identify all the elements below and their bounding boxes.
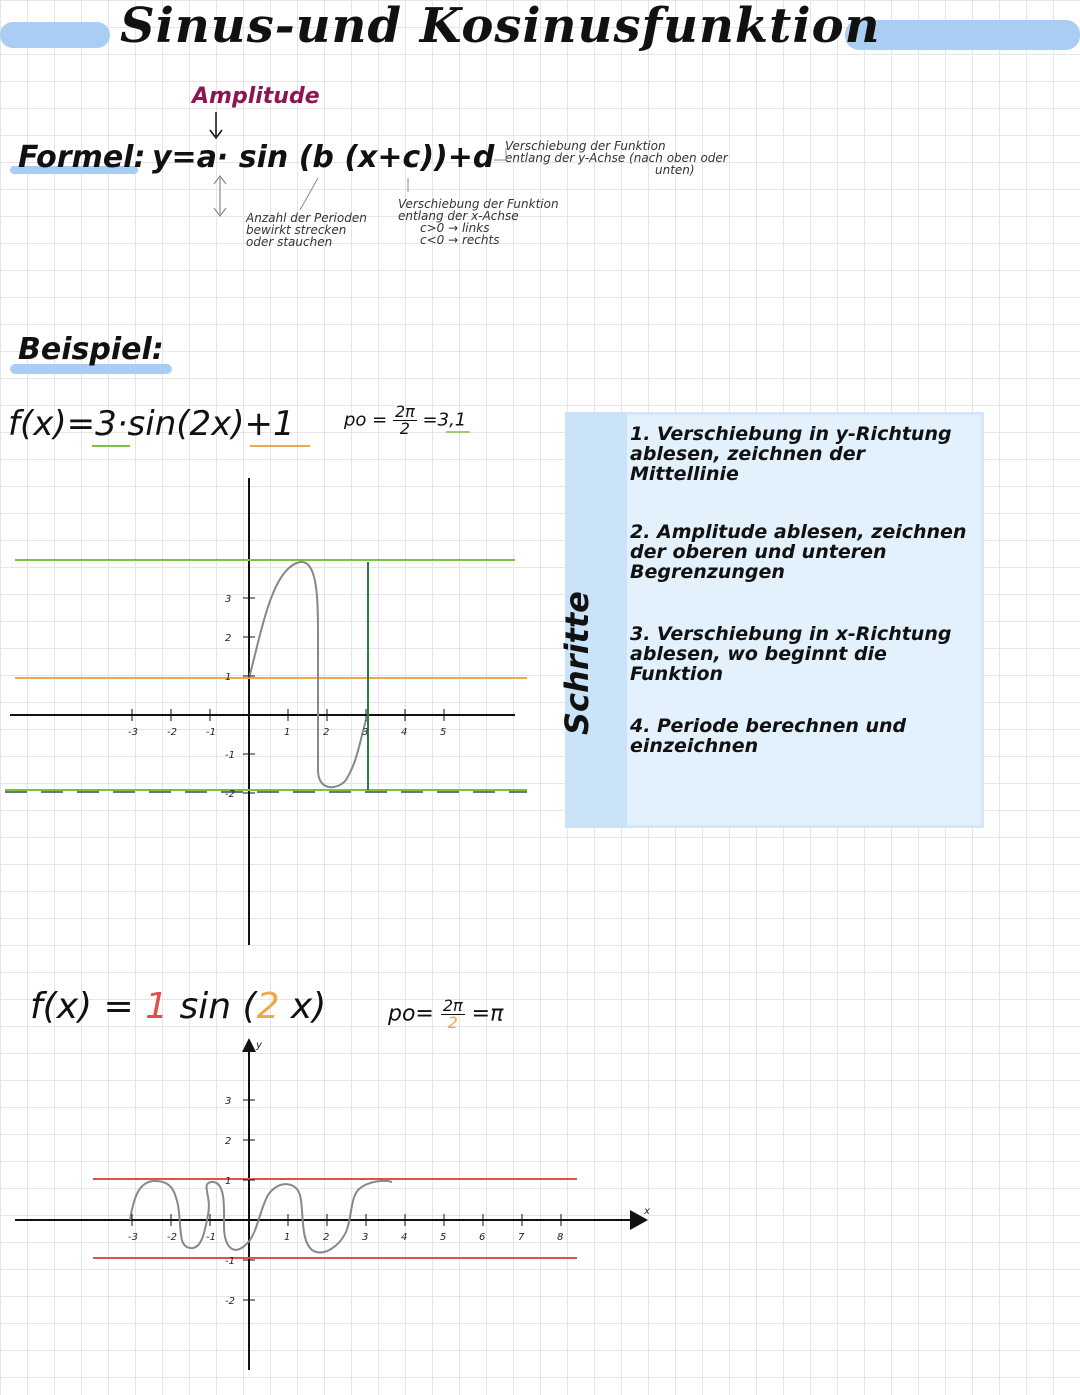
graph1-xtick-label: 5 <box>440 727 447 738</box>
example2-po-result: =π <box>471 1001 504 1027</box>
example1-equation: f(x)=3·sin(2x)+1 <box>8 404 295 444</box>
graph2 <box>15 1038 650 1370</box>
graph2-ytick-label: -2 <box>225 1296 235 1307</box>
graph2-xtick-label: -1 <box>206 1232 216 1243</box>
note-c-line4: c<0 → rechts <box>420 233 500 247</box>
graph1-xtick-label: 2 <box>323 727 330 738</box>
b-pointer <box>300 178 318 210</box>
graph2-ytick-label: -1 <box>225 1256 235 1267</box>
example1-po-num: 2π <box>394 402 415 421</box>
graph2-xtick-label: 4 <box>401 1232 408 1243</box>
example2-a-value: 1 <box>145 986 169 1027</box>
graph1-ytick-label: 3 <box>225 594 232 605</box>
example2-po-den: 2 <box>447 1013 458 1032</box>
example-label: Beispiel: <box>18 332 164 367</box>
example2-prefix: f(x) = <box>30 986 134 1027</box>
graph1-xtick-label: -3 <box>128 727 138 738</box>
steps-title: Schritte <box>558 591 596 735</box>
graph1-ytick-label: -2 <box>225 789 235 800</box>
graph2-xtick-label: -3 <box>128 1232 138 1243</box>
graph2-ytick-label: 1 <box>225 1176 232 1187</box>
graph2-xtick-label: 5 <box>440 1232 447 1243</box>
note-d-line1: Verschiebung der Funktion <box>505 139 666 153</box>
note-d-line3: unten) <box>655 163 695 177</box>
example2-po-prefix: po= <box>388 1001 434 1027</box>
note-c-line1: Verschiebung der Funktion <box>398 197 559 211</box>
graph1-xtick-label: 4 <box>401 727 408 738</box>
graph2-xtick-label: 6 <box>479 1232 486 1243</box>
graph2-x-axis-label: x <box>644 1206 650 1217</box>
note-b-line2: bewirkt strecken <box>246 223 347 237</box>
note-c-line3: c>0 → links <box>420 221 490 235</box>
example2-po-num: 2π <box>442 996 463 1015</box>
graph2-y-arrow <box>242 1038 256 1052</box>
graph1 <box>5 478 527 945</box>
note-d-line2: entlang der y-Achse (nach oben oder <box>505 151 728 165</box>
example1-po-den: 2 <box>399 419 410 438</box>
d-bracket <box>494 148 506 160</box>
example2-suffix: x) <box>290 986 327 1027</box>
amplitude-label: Amplitude <box>192 84 320 109</box>
graph2-xtick-label: -2 <box>167 1232 177 1243</box>
page-title: Sinus-und Kosinusfunktion <box>120 0 881 54</box>
graph1-xtick-label: 3 <box>362 727 369 738</box>
note-b-line3: oder stauchen <box>246 235 333 249</box>
formula-expression: y=a· sin (b (x+c))+d <box>152 140 495 175</box>
step-2: 2. Amplitude ablesen, zeichnen der oberen und unteren Begrenzungen <box>630 521 967 583</box>
graph1-xtick-label: -2 <box>167 727 177 738</box>
example2-sin: sin ( <box>179 986 257 1027</box>
graph2-ytick-label: 3 <box>225 1096 232 1107</box>
note-c-line2: entlang der x-Achse <box>398 209 519 223</box>
formula-label: Formel: <box>18 140 146 175</box>
amplitude-arrow <box>210 112 222 138</box>
example2-b-value: 2 <box>256 986 280 1027</box>
graph1-xtick-label: 1 <box>284 727 291 738</box>
example1-po-result: =3,1 <box>422 409 467 431</box>
step-3: 3. Verschiebung in x-Richtung ablesen, wo beginnt die Funktion <box>630 623 952 685</box>
graph1-xtick-label: -1 <box>206 727 216 738</box>
example1-po-prefix: po = <box>344 409 388 431</box>
graph2-xtick-label: 8 <box>557 1232 564 1243</box>
graph2-xtick-label: 1 <box>284 1232 291 1243</box>
graph2-y-axis-label: y <box>256 1040 262 1051</box>
graph1-ytick-label: 1 <box>225 672 232 683</box>
graph2-ytick-label: 2 <box>225 1136 232 1147</box>
a-double-arrow <box>214 176 226 216</box>
step-4: 4. Periode berechnen und einzeichnen <box>630 715 907 757</box>
graph2-xtick-label: 2 <box>323 1232 330 1243</box>
graph1-ytick-label: 2 <box>225 633 232 644</box>
step-1: 1. Verschiebung in y-Richtung ablesen, zeichnen der Mittellinie <box>630 423 952 485</box>
graph2-xtick-label: 3 <box>362 1232 369 1243</box>
graph1-curve <box>249 562 369 787</box>
graph2-xtick-label: 7 <box>518 1232 525 1243</box>
note-b-line1: Anzahl der Perioden <box>246 211 367 225</box>
graph1-ytick-label: -1 <box>225 750 235 761</box>
